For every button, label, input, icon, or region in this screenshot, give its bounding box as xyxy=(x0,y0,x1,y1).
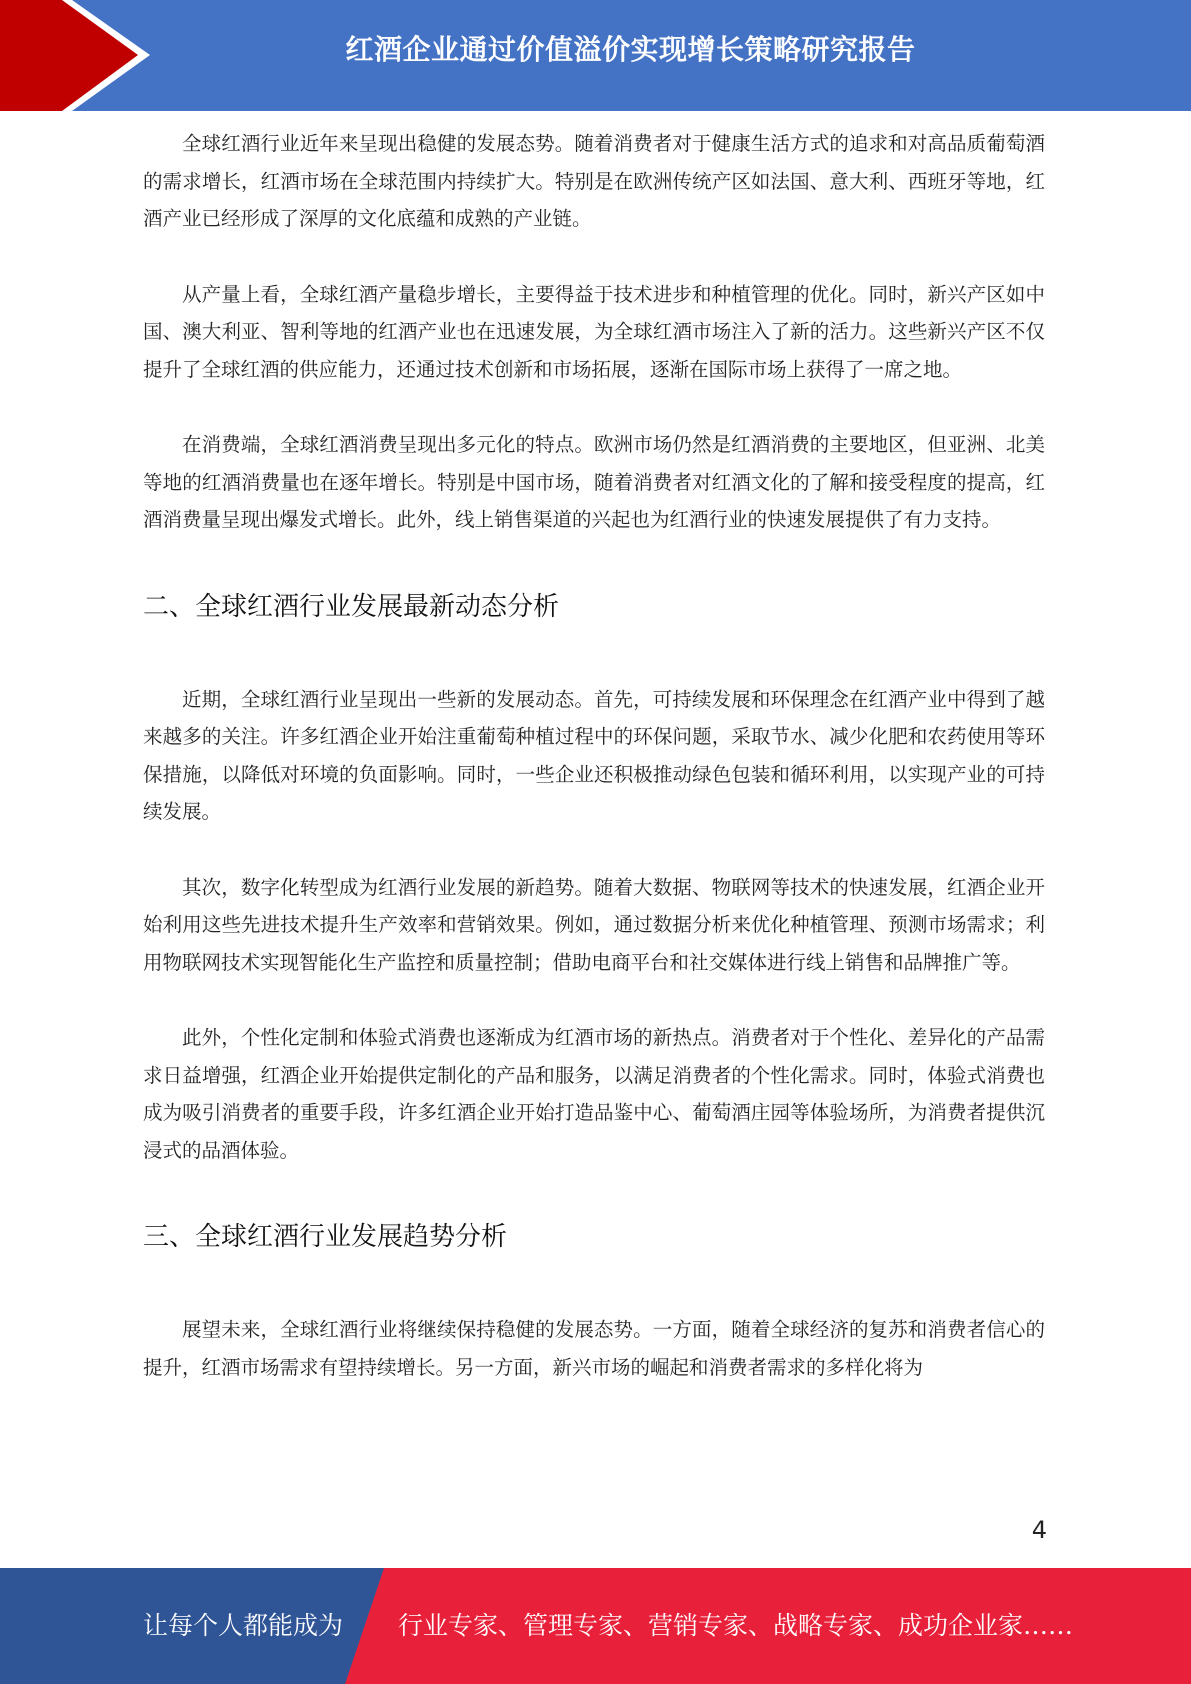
paragraph: 在消费端，全球红酒消费呈现出多元化的特点。欧洲市场仍然是红酒消费的主要地区，但亚洲、北美等地的红酒消费量也在逐年增长。特别是中国市场，随着消费者对红酒文化的了解和接受程度的提高，红酒消费量呈现出爆发式增长。此外，线上销售渠道的兴起也为红酒行业的快速发展提供了有力支持。 xyxy=(143,433,1045,531)
paragraph: 近期，全球红酒行业呈现出一些新的发展动态。首先，可持续发展和环保理念在红酒产业中得到了越来越多的关注。许多红酒企业开始注重葡萄种植过程中的环保问题，采取节水、减少化肥和农药使用等环保措施，以降低对环境的负面影响。同时，一些企业还积极推动绿色包装和循环利用，以实现产业的可持续发展。 xyxy=(143,687,1045,823)
page-number: 4 xyxy=(1031,1516,1047,1544)
page-footer xyxy=(0,1568,1191,1684)
document-body xyxy=(143,125,1045,1386)
section-heading: 二、全球红酒行业发展最新动态分析 xyxy=(143,591,560,622)
paragraph: 此外，个性化定制和体验式消费也逐渐成为红酒市场的新热点。消费者对于个性化、差异化的产品需求日益增强，红酒企业开始提供定制化的产品和服务，以满足消费者的个性化需求。同时，体验式消费也成为吸引消费者的重要手段，许多红酒企业开始打造品鉴中心、葡萄酒庄园等体验场所，为消费者提供沉浸式的品酒体验。 xyxy=(143,1026,1045,1162)
section-heading: 三、全球红酒行业发展趋势分析 xyxy=(143,1222,508,1252)
page-header xyxy=(0,0,1191,111)
footer-slogan-right: 行业专家、管理专家、营销专家、战略专家、成功企业家…… xyxy=(398,1611,1074,1640)
paragraph: 其次，数字化转型成为红酒行业发展的新趋势。随着大数据、物联网等技术的快速发展，红酒企业开始利用这些先进技术提升生产效率和营销效果。例如，通过数据分析来优化种植管理、预测市场需求；利用物联网技术实现智能化生产监控和质量控制；借助电商平台和社交媒体进行线上销售和品牌推广等。 xyxy=(143,875,1045,974)
paragraph: 全球红酒行业近年来呈现出稳健的发展态势。随着消费者对于健康生活方式的追求和对高品质葡萄酒的需求增长，红酒市场在全球范围内持续扩大。特别是在欧洲传统产区如法国、意大利、西班牙等地，红酒产业已经形成了深厚的文化底蕴和成熟的产业链。 xyxy=(143,132,1045,230)
header-title: 红酒企业通过价值溢价实现增长策略研究报告 xyxy=(345,33,916,66)
paragraph: 展望未来，全球红酒行业将继续保持稳健的发展态势。一方面，随着全球经济的复苏和消费者信心的提升，红酒市场需求有望持续增长。另一方面，新兴市场的崛起和消费者需求的多样化将为 xyxy=(143,1318,1045,1379)
paragraph: 从产量上看，全球红酒产量稳步增长，主要得益于技术进步和种植管理的优化。同时，新兴产区如中国、澳大利亚、智利等地的红酒产业也在迅速发展，为全球红酒市场注入了新的活力。这些新兴产区不仅提升了全球红酒的供应能力，还通过技术创新和市场拓展，逐渐在国际市场上获得了一席之地。 xyxy=(143,282,1045,381)
footer-slogan-left: 让每个人都能成为 xyxy=(143,1611,344,1640)
